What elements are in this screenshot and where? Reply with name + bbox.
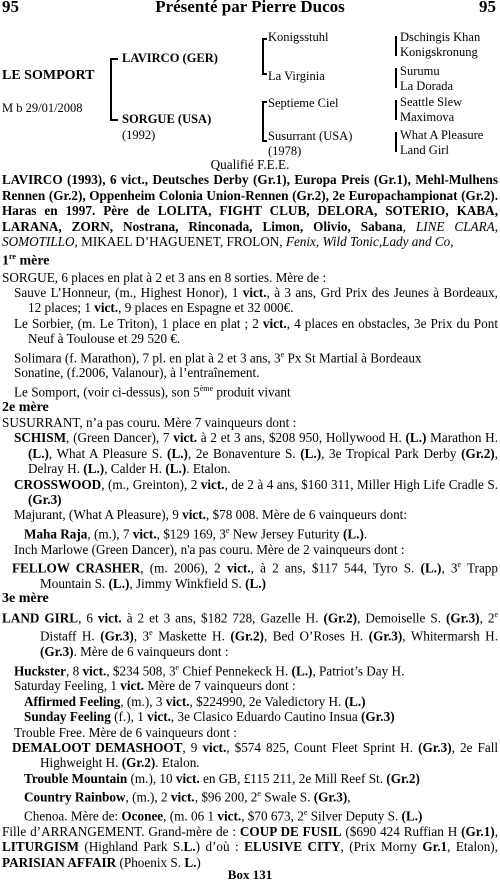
- produce-item: Trouble Free. Mère de 6 vainqueurs dont :: [14, 724, 237, 740]
- horse-info: M b 29/01/2008: [2, 101, 83, 115]
- section-2e-mere: 2e mère: [2, 399, 49, 415]
- dam-sire: Septieme Ciel: [268, 96, 339, 110]
- pedigree-chart: [0, 28, 500, 178]
- fourth-dam-line: Fille d’ARRANGEMENT. Grand-mère de : COUP DE FUSIL ($690 424 Ruffian H (Gr.1), LITURGISM (Highland Park S.L.) d’où : ELUSIVE CITY, (Prix Morny Gr.1, Etalon), PARISIAN AFFAIR (Phoenix S. L.): [2, 823, 498, 870]
- produce-item: Country Rainbow, (m.), 2 vict., $96 200, 2e Swale S. (Gr.3),: [24, 789, 351, 805]
- produce-item: SCHISM, (Green Dancer), 7 vict. à 2 et 3 ans, $208 950, Hollywood H. (L.) Marathon H. (L.), What A Pleasure S. (L.), 2e Bonaventure S. (L.), 3e Tropical Park Derby (Gr.2), Delray H. (L.), Calder H. (L.). Etalon.: [14, 430, 498, 477]
- page-number-right: 95: [479, 0, 496, 16]
- dam-year: (1992): [122, 128, 156, 142]
- sire-sire: Konigsstuhl: [268, 30, 329, 44]
- sire-dam: La Virginia: [268, 69, 325, 83]
- produce-item: DEMALOOT DEMASHOOT, 9 vict., $574 825, Count Fleet Sprint H. (Gr.3), 2e Fall Highweight H. (Gr.2). Etalon.: [12, 740, 499, 771]
- dds: What A Pleasure: [400, 128, 484, 142]
- dam-line: SORGUE, 6 places en plat à 2 et 3 ans en 8 sorties. Mère de :: [2, 269, 327, 285]
- page-number-left: 95: [2, 0, 19, 16]
- section-1re-mere: 1re mère: [2, 252, 50, 270]
- produce-item: Sauve L’Honneur, (m., Highest Honor), 1 vict., à 3 ans, Grd Prix des Jeunes à Bordeaux, 12 places; 1 vict., 9 places en Espagne et 32 000€.: [14, 284, 498, 316]
- produce-item: Affirmed Feeling, (m.), 3 vict., $224990, 2e Valedictory H. (L.): [24, 693, 366, 709]
- sdd: La Dorada: [400, 79, 454, 93]
- sss: Dschingis Khan: [400, 30, 481, 44]
- sire-paragraph: LAVIRCO (1993), 6 vict., Deutsches Derby (Gr.1), Europa Preis (Gr.1), Mehl-Mulhens Rennen (Gr.2), Oppenheim Colonia Union-Rennen (Gr.2), 2e Europachampionat (Gr.2). Haras en 1997. Père de LOLITA, FIGHT CLUB, DELORA, SOTERIO, KABA, LARANA, ZORN, Nostrana, Rinconada, Limon, Olivio, Sabana, LINE CLARA, SOMOTILLO, MIKAEL D’HAGUENET, FROLON, Fenix, Wild Tonic,Lady and Co,: [2, 172, 499, 250]
- produce-item: CROSSWOOD, (m., Greinton), 2 vict., de 2 à 4 ans, $160 311, Miller High Life Cradle S. (Gr.3): [14, 476, 498, 507]
- qualification: Qualifié F.E.E.: [210, 157, 290, 172]
- produce-item: Saturday Feeling, 1 vict. Mère de 7 vainqueurs dont :: [14, 678, 296, 694]
- second-dam-line: SUSURRANT, n’a pas couru. Mère 7 vainqueurs dont :: [2, 414, 297, 430]
- produce-item: Sonatine, (f.2006, Valanour), à l’entraînement.: [14, 365, 260, 381]
- page-title: Présenté par Pierre Ducos: [155, 0, 345, 16]
- dam-dam-year: (1978): [268, 144, 302, 158]
- sire-name: LAVIRCO (GER): [122, 51, 218, 65]
- produce-item: Chenoa. Mère de: Oconee, (m. 06 1 vict., $70 673, 2e Silver Deputy S. (L.): [24, 808, 423, 824]
- produce-item: Le Sorbier, (m. Le Triton), 1 place en plat ; 2 vict., 4 places en obstacles, 3e Prix du Pont Neuf à Toulouse et 29 520 €.: [14, 315, 498, 347]
- box-number: Box 131: [227, 867, 273, 882]
- produce-item: Sunday Feeling (f.), 1 vict., 3e Clasico Eduardo Cautino Insua (Gr.3): [24, 709, 395, 725]
- third-dam-line: LAND GIRL, 6 vict. à 2 et 3 ans, $182 728, Gazelle H. (Gr.2), Demoiselle S. (Gr.3), 2e Distaff H. (Gr.3), 3e Maskette H. (Gr.2), Bed O’Roses H. (Gr.3), Whitermarsh H. (Gr.3). Mère de 6 vainqueurs dont :: [2, 609, 499, 660]
- page-header: [0, 0, 500, 24]
- produce-item: Maha Raja, (m.), 7 vict., $129 169, 3e New Jersey Futurity (L.).: [24, 525, 368, 542]
- produce-item: Trouble Mountain (m.), 10 vict. en GB, £115 211, 2e Mill Reef St. (Gr.2): [24, 770, 420, 786]
- section-3e-mere: 3e mère: [2, 591, 49, 607]
- produce-item: FELLOW CRASHER, (m. 2006), 2 vict., à 2 ans, $117 544, Tyro S. (L.), 3e Trapp Mountain S. (L.), Jimmy Winkfield S. (L.): [12, 559, 498, 591]
- sds: Surumu: [400, 64, 440, 78]
- produce-item: Solimara (f. Marathon), 7 pl. en plat à 2 et 3 ans, 3e Px St Martial à Bordeaux: [14, 349, 422, 365]
- ssd: Konigskronung: [400, 45, 478, 59]
- produce-item: Huckster, 8 vict., $234 508, 3e Chief Pennekeck H. (L.), Patriot’s Day H.: [14, 662, 405, 678]
- dam-dam: Susurrant (USA): [268, 129, 353, 143]
- dam-name: SORGUE (USA): [122, 112, 212, 126]
- produce-item: Inch Marlowe (Green Dancer), n'a pas couru. Mère de 2 vainqueurs dont :: [14, 541, 405, 557]
- dss: Seattle Slew: [400, 95, 463, 109]
- produce-item: Le Somport, (voir ci-dessus), son 5ème produit vivant: [14, 383, 291, 400]
- produce-item: Majurant, (What A Pleasure), 9 vict., $78 008. Mère de 6 vainqueurs dont:: [14, 507, 407, 523]
- dsd: Maximova: [400, 110, 455, 124]
- horse-name: LE SOMPORT: [2, 68, 95, 83]
- catalog-body: [2, 157, 498, 870]
- ddd: Land Girl: [400, 143, 449, 157]
